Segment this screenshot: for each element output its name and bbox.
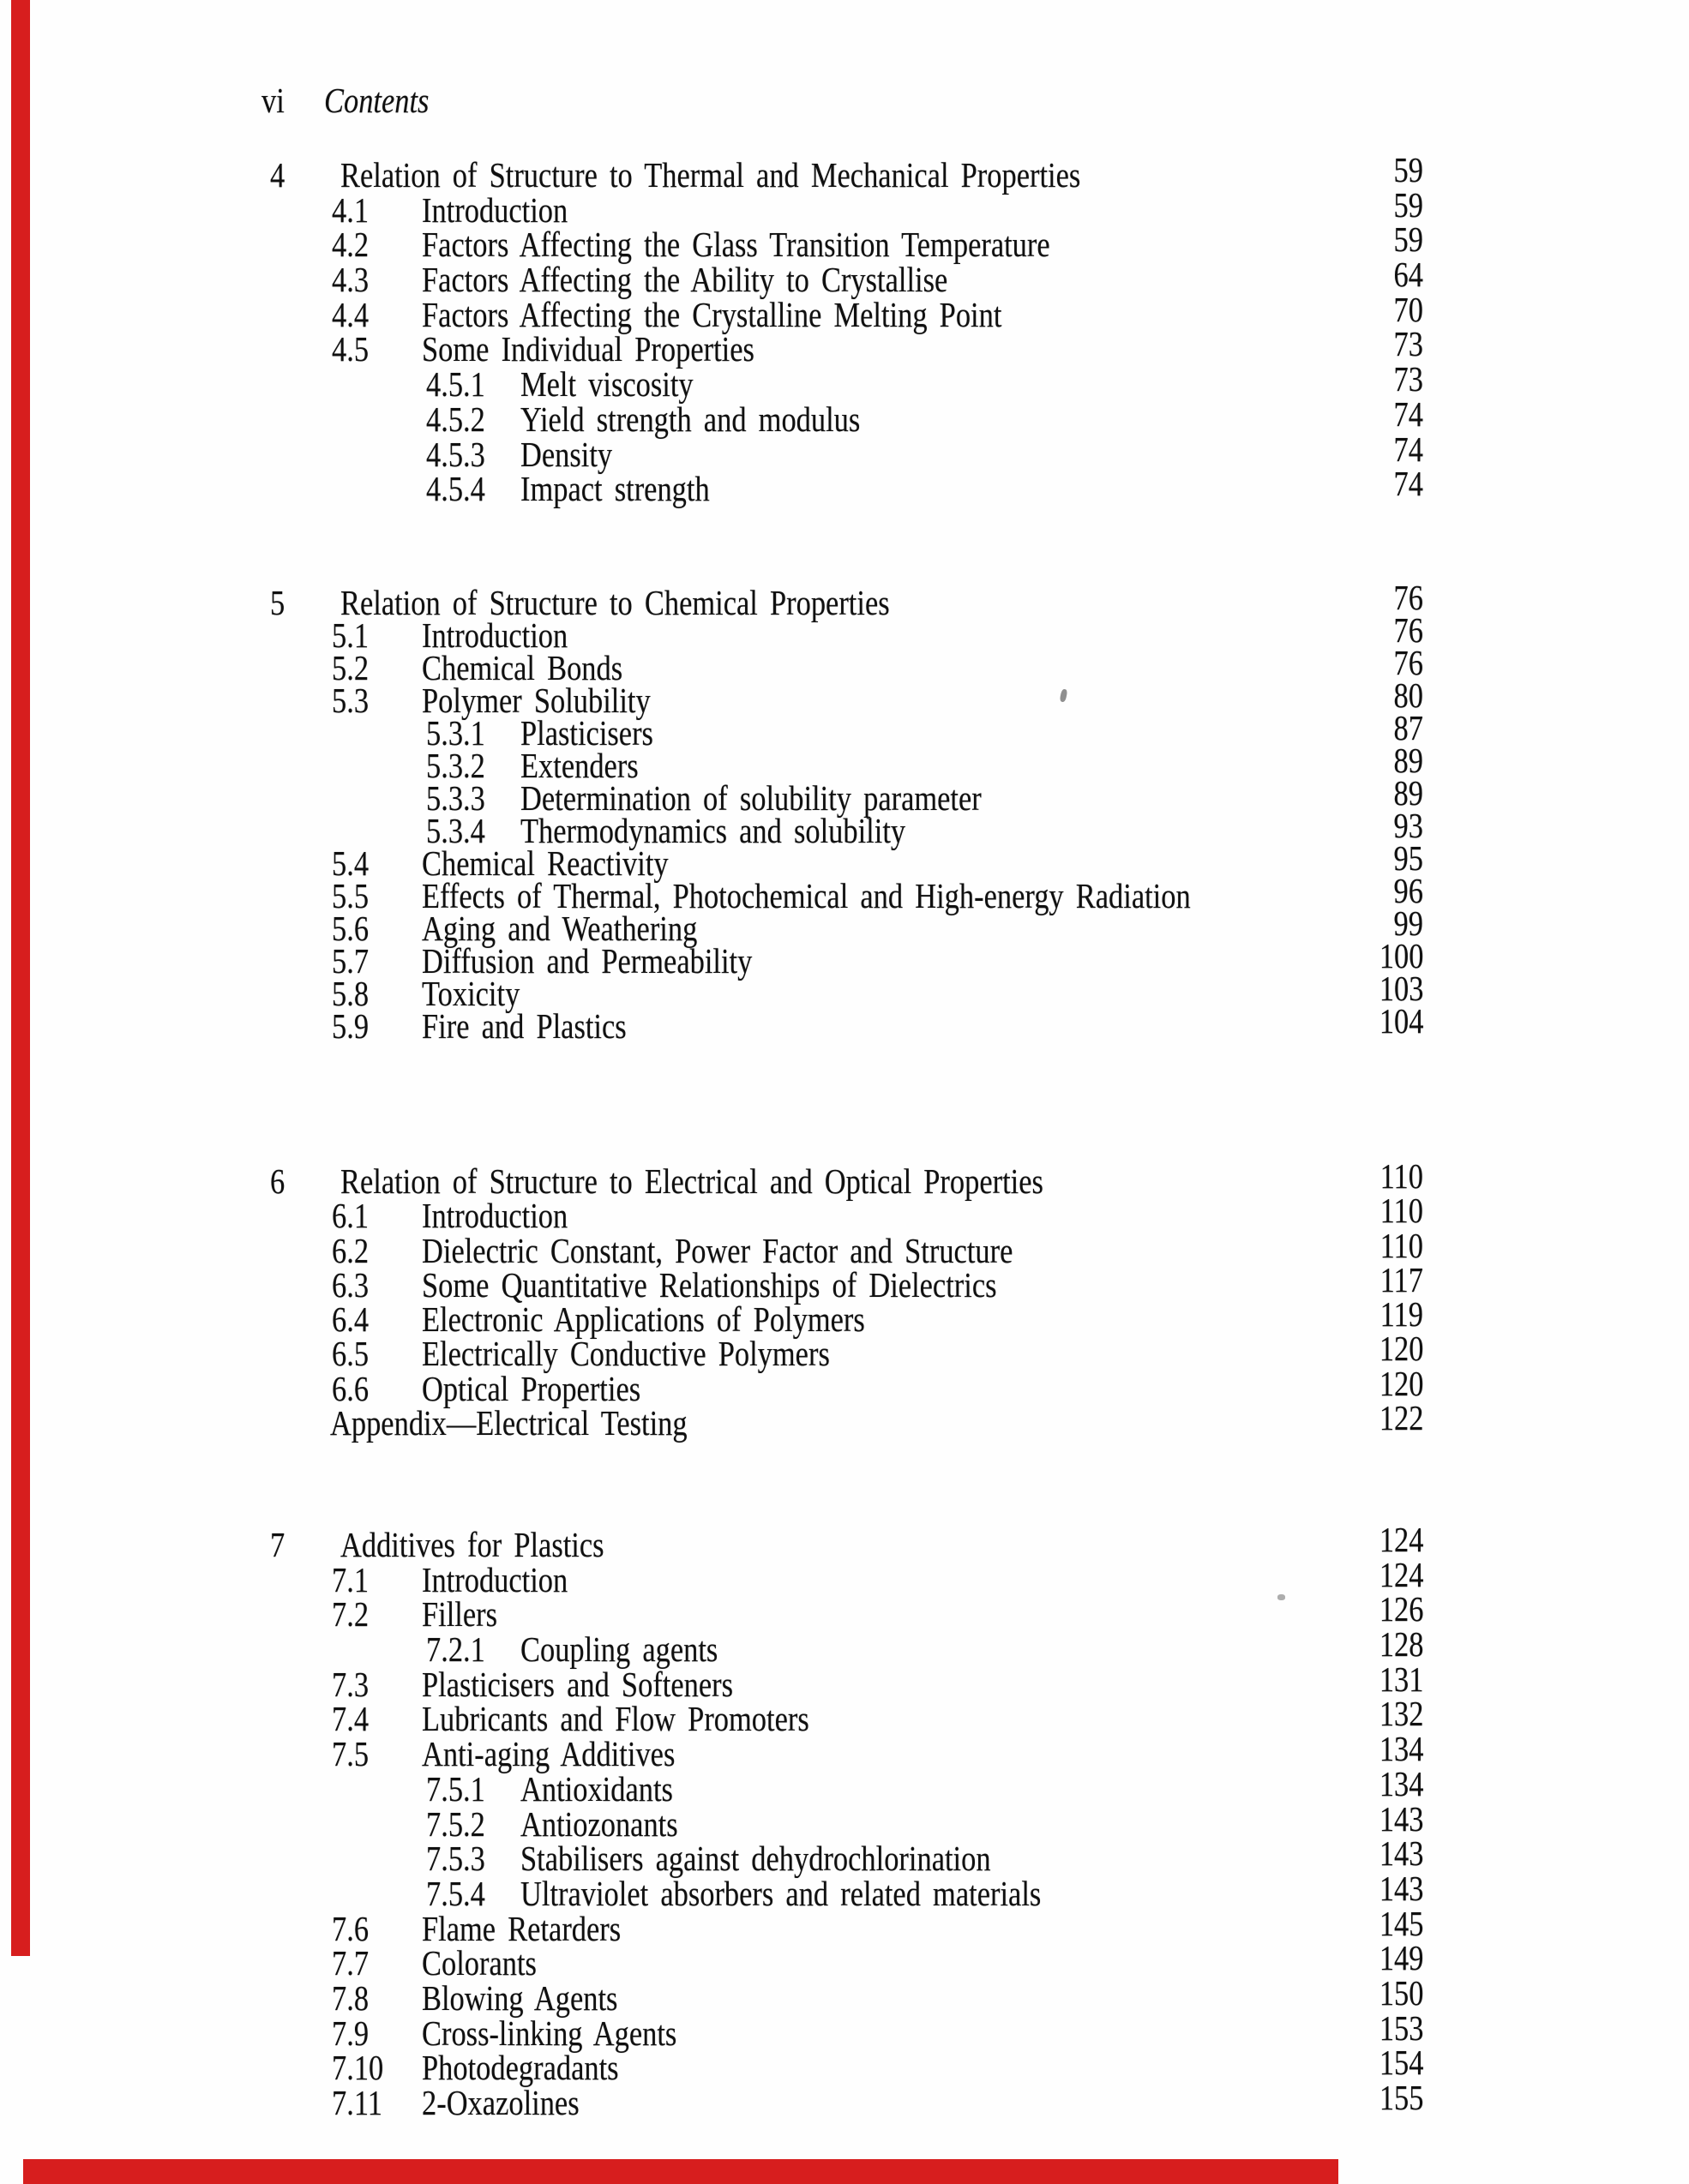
entry-title: 2-Oxazolines [422, 2083, 580, 2122]
entry-page-number: 80 [1393, 675, 1423, 715]
entry-title: Flame Retarders [422, 1908, 622, 1948]
entry-number: 7.6 [332, 1908, 370, 1948]
entry-title: Anti-aging Additives [422, 1734, 676, 1774]
toc-entry [0, 1001, 1423, 1046]
folio-number: vi [261, 81, 285, 120]
entry-title: Dielectric Constant, Power Factor and Structure [422, 1230, 1013, 1270]
entry-number: 5.7 [332, 941, 370, 981]
entry-number: 5.3.2 [426, 746, 485, 785]
entry-number: 7 [270, 1525, 286, 1564]
entry-title: Density [520, 434, 613, 474]
page-header [0, 81, 1423, 119]
entry-number: 5.3.1 [426, 713, 485, 753]
chapter-entry [0, 1520, 1423, 1564]
contents-heading: Contents [324, 81, 430, 120]
toc-entry [0, 1554, 1423, 1599]
entry-title: Polymer Solubility [422, 681, 651, 720]
entry-page-number: 73 [1393, 359, 1423, 399]
entry-title: Appendix—Electrical Testing [330, 1403, 688, 1443]
entry-title: Coupling agents [520, 1629, 718, 1670]
toc-entry [0, 2007, 1423, 2053]
entry-page-number: 120 [1379, 1329, 1423, 1369]
toc-entry [0, 903, 1423, 948]
chapter-entry [0, 1156, 1423, 1201]
entry-title: Antiozonants [520, 1803, 678, 1844]
entry-page-number: 153 [1379, 2007, 1423, 2048]
entry-page-number: 134 [1379, 1763, 1423, 1803]
entry-number: 5.1 [332, 615, 370, 655]
entry-number: 5.2 [332, 648, 370, 687]
entry-number: 7.5.3 [426, 1839, 485, 1879]
entry-title: Impact strength [520, 469, 710, 509]
toc-entry [0, 1294, 1423, 1340]
entry-number: 7.1 [332, 1559, 370, 1599]
entry-page-number: 74 [1393, 393, 1423, 434]
toc-entry [0, 2043, 1423, 2088]
entry-page-number: 59 [1393, 150, 1423, 189]
entry-title: Plasticisers and Softeners [422, 1664, 734, 1704]
entry-page-number: 96 [1393, 871, 1423, 910]
entry-title: Factors Affecting the Glass Transition Temperature [422, 225, 1050, 265]
entry-title: Relation of Structure to Electrical and Optical Properties [340, 1161, 1043, 1201]
entry-page-number: 155 [1379, 2078, 1423, 2117]
entry-page-number: 89 [1393, 773, 1423, 813]
toc-entry [0, 1398, 1423, 1443]
entry-page-number: 134 [1379, 1729, 1423, 1769]
toc-entry [0, 429, 1423, 474]
entry-page-number: 110 [1379, 1156, 1423, 1196]
entry-title: Electrically Conductive Polymers [422, 1334, 830, 1374]
toc-entry [0, 610, 1423, 655]
scanner-edge-artifact-bottom [23, 2159, 1338, 2184]
toc-entry [0, 643, 1423, 687]
entry-title: Photodegradants [422, 2048, 619, 2088]
toc-section-6 [0, 1156, 1423, 1443]
toc-entry [0, 1729, 1423, 1774]
entry-number: 7.10 [332, 2048, 384, 2088]
entry-title: Stabilisers against dehydrochlorination [520, 1839, 991, 1879]
entry-page-number: 70 [1393, 289, 1423, 329]
entry-page-number: 126 [1379, 1589, 1423, 1629]
toc-entry [0, 1225, 1423, 1270]
toc-entry [0, 324, 1423, 369]
entry-number: 4.5 [332, 329, 370, 369]
entry-page-number: 110 [1379, 1225, 1423, 1265]
toc-entry [0, 1329, 1423, 1374]
toc-entry [0, 969, 1423, 1013]
entry-number: 6.3 [332, 1264, 370, 1305]
toc-entry [0, 1972, 1423, 2018]
toc-entry [0, 255, 1423, 300]
entry-title: Determination of solubility parameter [520, 778, 982, 818]
entry-number: 5.8 [332, 974, 370, 1013]
entry-title: Extenders [520, 746, 639, 785]
toc-entry [0, 1589, 1423, 1635]
entry-page-number: 154 [1379, 2043, 1423, 2083]
entry-page-number: 143 [1379, 1868, 1423, 1908]
entry-title: Some Individual Properties [422, 329, 754, 369]
entry-number: 7.5.2 [426, 1803, 485, 1844]
entry-number: 5.3 [332, 681, 370, 720]
entry-number: 7.2 [332, 1594, 370, 1635]
entry-page-number: 87 [1393, 708, 1423, 747]
entry-title: Plasticisers [520, 713, 653, 753]
entry-page-number: 74 [1393, 464, 1423, 504]
scan-speck [1277, 1594, 1285, 1600]
entry-number: 6 [270, 1161, 286, 1201]
entry-title: Chemical Bonds [422, 648, 623, 687]
toc-entry [0, 464, 1423, 509]
entry-title: Additives for Plastics [340, 1525, 604, 1564]
entry-page-number: 124 [1379, 1554, 1423, 1594]
entry-number: 4.2 [332, 225, 370, 265]
entry-title: Electronic Applications of Polymers [422, 1299, 865, 1340]
toc-entry [0, 1191, 1423, 1236]
entry-number: 5.3.3 [426, 778, 485, 818]
chapter-entry [0, 150, 1423, 195]
entry-title: Blowing Agents [422, 1977, 618, 2018]
entry-page-number: 59 [1393, 184, 1423, 225]
entry-page-number: 149 [1379, 1938, 1423, 1978]
entry-number: 4.5.4 [426, 469, 485, 509]
entry-number: 7.7 [332, 1943, 370, 1983]
entry-number: 5 [270, 583, 286, 622]
entry-title: Colorants [422, 1943, 537, 1983]
entry-title: Antioxidants [520, 1768, 673, 1809]
toc-entry [0, 1868, 1423, 1913]
toc-entry [0, 289, 1423, 334]
toc-entry [0, 219, 1423, 265]
entry-number: 4 [270, 155, 286, 195]
entry-page-number: 110 [1379, 1191, 1423, 1231]
toc-entry [0, 1363, 1423, 1408]
entry-page-number: 103 [1379, 969, 1423, 1008]
toc-entry [0, 1694, 1423, 1739]
toc-entry [0, 184, 1423, 230]
entry-number: 7.11 [332, 2083, 382, 2122]
entry-title: Factors Affecting the Ability to Crystallise [422, 260, 948, 300]
entry-title: Introduction [422, 615, 568, 655]
entry-title: Factors Affecting the Crystalline Melting Point [422, 294, 1002, 334]
entry-number: 7.5 [332, 1734, 370, 1774]
toc-entry [0, 708, 1423, 753]
toc-section-4 [0, 150, 1423, 509]
toc-entry [0, 1938, 1423, 1983]
toc-entry [0, 675, 1423, 720]
toc-entry [0, 773, 1423, 818]
entry-title: Lubricants and Flow Promoters [422, 1699, 809, 1739]
toc-entry [0, 1833, 1423, 1879]
toc-entry [0, 1659, 1423, 1704]
entry-page-number: 145 [1379, 1903, 1423, 1943]
entry-title: Introduction [422, 1559, 568, 1599]
entry-title: Introduction [422, 1196, 568, 1236]
entry-number: 7.5.1 [426, 1768, 485, 1809]
entry-page-number: 119 [1379, 1294, 1423, 1335]
entry-page-number: 99 [1393, 903, 1423, 943]
entry-number: 5.6 [332, 909, 370, 948]
entry-number: 5.4 [332, 843, 370, 883]
entry-title: Yield strength and modulus [520, 399, 861, 439]
entry-page-number: 89 [1393, 741, 1423, 780]
entry-number: 5.3.4 [426, 811, 485, 850]
entry-page-number: 124 [1379, 1520, 1423, 1559]
entry-page-number: 143 [1379, 1833, 1423, 1874]
entry-number: 4.5.2 [426, 399, 485, 439]
toc-entry [0, 1763, 1423, 1809]
entry-page-number: 131 [1379, 1659, 1423, 1699]
toc-entry [0, 359, 1423, 405]
entry-page-number: 122 [1379, 1398, 1423, 1438]
entry-number: 7.5.4 [426, 1873, 485, 1913]
entry-number: 7.8 [332, 1977, 370, 2018]
entry-number: 4.5.3 [426, 434, 485, 474]
entry-page-number: 104 [1379, 1001, 1423, 1041]
entry-number: 6.4 [332, 1299, 370, 1340]
entry-number: 5.5 [332, 876, 370, 915]
entry-number: 6.6 [332, 1368, 370, 1408]
entry-title: Diffusion and Permeability [422, 941, 753, 981]
entry-page-number: 143 [1379, 1798, 1423, 1839]
entry-page-number: 100 [1379, 936, 1423, 975]
toc-entry [0, 936, 1423, 981]
entry-number: 4.4 [332, 294, 370, 334]
entry-number: 7.3 [332, 1664, 370, 1704]
toc-entry [0, 871, 1423, 915]
entry-page-number: 117 [1379, 1259, 1423, 1299]
entry-title: Relation of Structure to Thermal and Mechanical Properties [340, 155, 1081, 195]
entry-title: Thermodynamics and solubility [520, 811, 906, 850]
entry-number: 7.2.1 [426, 1629, 485, 1670]
entry-title: Relation of Structure to Chemical Properties [340, 583, 890, 622]
chapter-entry [0, 578, 1423, 622]
toc-section-7 [0, 1520, 1423, 2122]
entry-page-number: 132 [1379, 1694, 1423, 1734]
entry-number: 4.1 [332, 189, 370, 230]
entry-number: 6.2 [332, 1230, 370, 1270]
entry-title: Aging and Weathering [422, 909, 698, 948]
toc-entry [0, 806, 1423, 850]
entry-page-number: 64 [1393, 255, 1423, 295]
entry-title: Optical Properties [422, 1368, 641, 1408]
entry-number: 7.4 [332, 1699, 370, 1739]
entry-page-number: 76 [1393, 643, 1423, 682]
toc-entry [0, 1903, 1423, 1948]
entry-title: Some Quantitative Relationships of Dielectrics [422, 1264, 997, 1305]
entry-title: Cross-linking Agents [422, 2013, 677, 2053]
entry-number: 6.5 [332, 1334, 370, 1374]
entry-number: 5.9 [332, 1006, 370, 1046]
toc-entry [0, 2078, 1423, 2122]
entry-title: Toxicity [422, 974, 520, 1013]
entry-page-number: 120 [1379, 1363, 1423, 1403]
entry-page-number: 76 [1393, 610, 1423, 650]
entry-page-number: 59 [1393, 219, 1423, 260]
toc-entry [0, 1798, 1423, 1844]
entry-number: 4.3 [332, 260, 370, 300]
entry-page-number: 74 [1393, 429, 1423, 469]
entry-title: Fire and Plastics [422, 1006, 627, 1046]
entry-title: Chemical Reactivity [422, 843, 669, 883]
entry-title: Effects of Thermal, Photochemical and High-energy Radiation [422, 876, 1191, 915]
toc-entry [0, 1259, 1423, 1305]
entry-title: Melt viscosity [520, 364, 694, 405]
toc-section-5 [0, 578, 1423, 1046]
toc-entry [0, 1624, 1423, 1670]
entry-page-number: 73 [1393, 324, 1423, 364]
entry-page-number: 128 [1379, 1624, 1423, 1665]
entry-number: 7.9 [332, 2013, 370, 2053]
entry-title: Introduction [422, 189, 568, 230]
entry-page-number: 93 [1393, 806, 1423, 845]
entry-page-number: 150 [1379, 1972, 1423, 2013]
entry-page-number: 95 [1393, 838, 1423, 878]
toc-entry [0, 393, 1423, 439]
toc-entry [0, 741, 1423, 785]
entry-title: Fillers [422, 1594, 498, 1635]
entry-title: Ultraviolet absorbers and related materials [520, 1873, 1042, 1913]
toc-entry [0, 838, 1423, 883]
entry-number: 6.1 [332, 1196, 370, 1236]
entry-number: 4.5.1 [426, 364, 485, 405]
entry-page-number: 76 [1393, 578, 1423, 617]
